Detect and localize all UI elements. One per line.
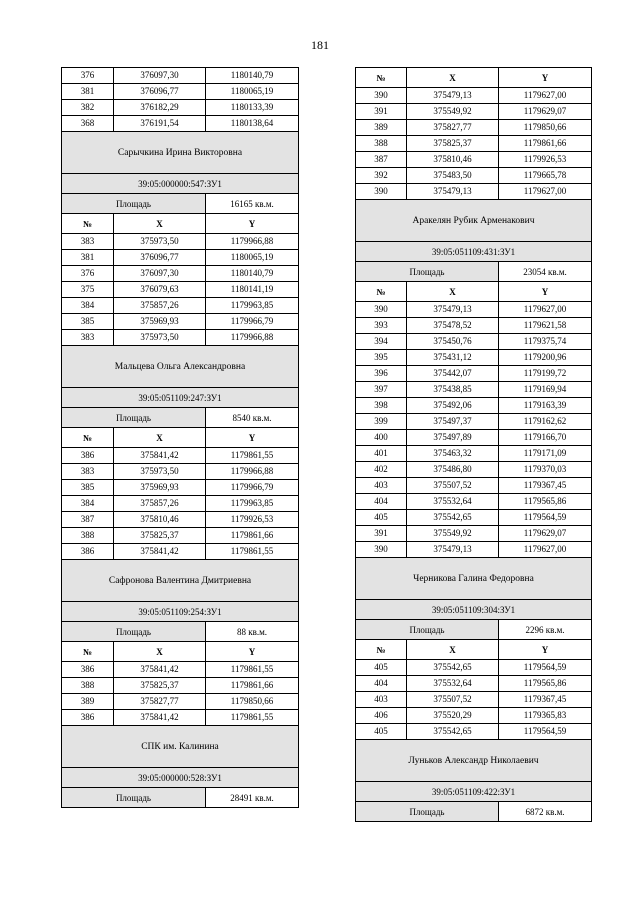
point-number-cell: 390 (356, 302, 407, 318)
header-y-cell: Y (206, 214, 299, 234)
y-coordinate-cell: 1179627,00 (499, 88, 592, 104)
cadastral-number-row (62, 768, 299, 788)
x-coordinate-cell: 375431,12 (407, 350, 499, 366)
coordinate-row (356, 430, 592, 446)
point-number-cell: 400 (356, 430, 407, 446)
coordinate-row (62, 84, 299, 100)
point-number-cell: 376 (62, 266, 114, 282)
x-coordinate-cell: 376079,63 (114, 282, 206, 298)
coordinate-row (356, 414, 592, 430)
point-number-cell: 390 (356, 542, 407, 558)
y-coordinate-cell: 1180141,19 (206, 282, 299, 298)
y-coordinate-cell: 1179367,45 (499, 478, 592, 494)
x-coordinate-cell: 375857,26 (114, 496, 206, 512)
y-coordinate-cell: 1179169,94 (499, 382, 592, 398)
coordinate-row (356, 692, 592, 708)
x-coordinate-cell: 375969,93 (114, 480, 206, 496)
y-coordinate-cell: 1179963,85 (206, 496, 299, 512)
owner-name-row (356, 558, 592, 600)
area-label: Площадь (62, 408, 206, 428)
y-coordinate-cell: 1179629,07 (499, 104, 592, 120)
area-row (356, 262, 592, 282)
y-coordinate-cell: 1179565,86 (499, 494, 592, 510)
y-coordinate-cell: 1180133,39 (206, 100, 299, 116)
coordinate-row (62, 528, 299, 544)
coordinate-row (356, 660, 592, 676)
area-row (62, 788, 299, 808)
cadastral-number-row (356, 600, 592, 620)
x-coordinate-cell: 375825,37 (114, 678, 206, 694)
coordinate-row (356, 446, 592, 462)
area-label: Площадь (356, 802, 499, 822)
cadastral-number-row (62, 174, 299, 194)
cadastral-number: 39:05:051109:422:ЗУ1 (356, 782, 592, 802)
coordinate-row (356, 88, 592, 104)
owner-name: Мальцева Ольга Александровна (62, 346, 299, 388)
coordinate-row (62, 448, 299, 464)
owner-name: Сарычкина Ирина Викторовна (62, 132, 299, 174)
header-y-cell: Y (499, 282, 592, 302)
coordinate-row (62, 662, 299, 678)
point-number-cell: 381 (62, 84, 114, 100)
header-number-cell: № (62, 428, 114, 448)
point-number-cell: 392 (356, 168, 407, 184)
y-coordinate-cell: 1179163,39 (499, 398, 592, 414)
point-number-cell: 405 (356, 724, 407, 740)
x-coordinate-cell: 375507,52 (407, 692, 499, 708)
point-number-cell: 375 (62, 282, 114, 298)
point-number-cell: 390 (356, 184, 407, 200)
x-coordinate-cell: 376191,54 (114, 116, 206, 132)
point-number-cell: 396 (356, 366, 407, 382)
y-coordinate-cell: 1179627,00 (499, 542, 592, 558)
x-coordinate-cell: 375483,50 (407, 168, 499, 184)
header-y-cell: Y (206, 642, 299, 662)
area-row (62, 194, 299, 214)
point-number-cell: 394 (356, 334, 407, 350)
y-coordinate-cell: 1179861,55 (206, 662, 299, 678)
area-row (62, 622, 299, 642)
y-coordinate-cell: 1179367,45 (499, 692, 592, 708)
point-number-cell: 388 (356, 136, 407, 152)
coordinate-row (356, 542, 592, 558)
point-number-cell: 376 (62, 68, 114, 84)
y-coordinate-cell: 1179564,59 (499, 724, 592, 740)
coordinate-row (356, 382, 592, 398)
y-coordinate-cell: 1180138,64 (206, 116, 299, 132)
y-coordinate-cell: 1179162,62 (499, 414, 592, 430)
page-number: 181 (311, 38, 329, 52)
point-number-cell: 388 (62, 678, 114, 694)
y-coordinate-cell: 1179199,72 (499, 366, 592, 382)
x-coordinate-cell: 376097,30 (114, 266, 206, 282)
y-coordinate-cell: 1179966,88 (206, 464, 299, 480)
header-y-cell: Y (499, 68, 592, 88)
area-row (356, 620, 592, 640)
y-coordinate-cell: 1179850,66 (499, 120, 592, 136)
point-number-cell: 388 (62, 528, 114, 544)
cadastral-number: 39:05:051109:304:ЗУ1 (356, 600, 592, 620)
point-number-cell: 381 (62, 250, 114, 266)
y-coordinate-cell: 1179861,55 (206, 544, 299, 560)
point-number-cell: 401 (356, 446, 407, 462)
coordinate-row (62, 480, 299, 496)
x-coordinate-cell: 376182,29 (114, 100, 206, 116)
x-coordinate-cell: 375520,29 (407, 708, 499, 724)
area-label: Площадь (62, 194, 206, 214)
point-number-cell: 386 (62, 544, 114, 560)
point-number-cell: 406 (356, 708, 407, 724)
cadastral-number-row (356, 782, 592, 802)
header-x-cell: X (114, 642, 206, 662)
owner-name-row (62, 132, 299, 174)
y-coordinate-cell: 1179966,88 (206, 234, 299, 250)
coordinate-row (62, 234, 299, 250)
y-coordinate-cell: 1179926,53 (499, 152, 592, 168)
table-header-row (356, 282, 592, 302)
x-coordinate-cell: 375857,26 (114, 298, 206, 314)
y-coordinate-cell: 1179963,85 (206, 298, 299, 314)
x-coordinate-cell: 375825,37 (407, 136, 499, 152)
y-coordinate-cell: 1179564,59 (499, 510, 592, 526)
coordinate-row (356, 510, 592, 526)
x-coordinate-cell: 375810,46 (407, 152, 499, 168)
x-coordinate-cell: 375479,13 (407, 184, 499, 200)
coordinates-table-right (355, 67, 592, 822)
x-coordinate-cell: 375442,07 (407, 366, 499, 382)
coordinate-row (356, 462, 592, 478)
y-coordinate-cell: 1179166,70 (499, 430, 592, 446)
y-coordinate-cell: 1179627,00 (499, 302, 592, 318)
y-coordinate-cell: 1180140,79 (206, 266, 299, 282)
coordinate-row (356, 334, 592, 350)
point-number-cell: 390 (356, 88, 407, 104)
point-number-cell: 368 (62, 116, 114, 132)
x-coordinate-cell: 375841,42 (114, 544, 206, 560)
x-coordinate-cell: 376097,30 (114, 68, 206, 84)
y-coordinate-cell: 1180065,19 (206, 84, 299, 100)
owner-name-row (62, 726, 299, 768)
coordinate-row (356, 168, 592, 184)
y-coordinate-cell: 1179621,58 (499, 318, 592, 334)
point-number-cell: 403 (356, 478, 407, 494)
header-number-cell: № (356, 68, 407, 88)
point-number-cell: 383 (62, 330, 114, 346)
x-coordinate-cell: 375825,37 (114, 528, 206, 544)
area-label: Площадь (62, 622, 206, 642)
point-number-cell: 405 (356, 660, 407, 676)
point-number-cell: 395 (356, 350, 407, 366)
area-value: 88 кв.м. (206, 622, 299, 642)
x-coordinate-cell: 376096,77 (114, 250, 206, 266)
y-coordinate-cell: 1179966,79 (206, 480, 299, 496)
cadastral-number: 39:05:000000:528:ЗУ1 (62, 768, 299, 788)
x-coordinate-cell: 375549,92 (407, 104, 499, 120)
point-number-cell: 386 (62, 710, 114, 726)
coordinate-row (356, 104, 592, 120)
x-coordinate-cell: 375479,13 (407, 88, 499, 104)
y-coordinate-cell: 1179861,55 (206, 448, 299, 464)
header-number-cell: № (356, 640, 407, 660)
header-x-cell: X (407, 282, 499, 302)
x-coordinate-cell: 375827,77 (114, 694, 206, 710)
coordinate-row (62, 298, 299, 314)
coordinate-row (356, 676, 592, 692)
x-coordinate-cell: 375507,52 (407, 478, 499, 494)
y-coordinate-cell: 1179564,59 (499, 660, 592, 676)
coordinate-row (62, 496, 299, 512)
y-coordinate-cell: 1179850,66 (206, 694, 299, 710)
point-number-cell: 398 (356, 398, 407, 414)
area-label: Площадь (62, 788, 206, 808)
coordinate-row (62, 330, 299, 346)
point-number-cell: 382 (62, 100, 114, 116)
x-coordinate-cell: 375841,42 (114, 662, 206, 678)
y-coordinate-cell: 1179665,78 (499, 168, 592, 184)
point-number-cell: 386 (62, 662, 114, 678)
coordinate-row (356, 184, 592, 200)
y-coordinate-cell: 1180140,79 (206, 68, 299, 84)
x-coordinate-cell: 375969,93 (114, 314, 206, 330)
coordinate-row (356, 494, 592, 510)
point-number-cell: 399 (356, 414, 407, 430)
coordinate-row (62, 100, 299, 116)
header-number-cell: № (62, 214, 114, 234)
coordinate-row (62, 314, 299, 330)
coordinates-table-left (61, 67, 299, 808)
x-coordinate-cell: 375478,52 (407, 318, 499, 334)
x-coordinate-cell: 375841,42 (114, 710, 206, 726)
coordinate-row (356, 724, 592, 740)
cadastral-number: 39:05:051109:254:ЗУ1 (62, 602, 299, 622)
point-number-cell: 385 (62, 314, 114, 330)
area-label: Площадь (356, 620, 499, 640)
x-coordinate-cell: 375973,50 (114, 234, 206, 250)
x-coordinate-cell: 375549,92 (407, 526, 499, 542)
header-x-cell: X (407, 640, 499, 660)
area-value: 23054 кв.м. (499, 262, 592, 282)
table-header-row (356, 68, 592, 88)
x-coordinate-cell: 375827,77 (407, 120, 499, 136)
coordinate-row (356, 708, 592, 724)
x-coordinate-cell: 375810,46 (114, 512, 206, 528)
x-coordinate-cell: 375973,50 (114, 464, 206, 480)
coordinate-row (356, 478, 592, 494)
x-coordinate-cell: 375532,64 (407, 494, 499, 510)
area-value: 16165 кв.м. (206, 194, 299, 214)
area-value: 2296 кв.м. (499, 620, 592, 640)
owner-name: Сафронова Валентина Дмитриевна (62, 560, 299, 602)
coordinate-row (62, 694, 299, 710)
x-coordinate-cell: 375497,89 (407, 430, 499, 446)
cadastral-number: 39:05:051109:431:ЗУ1 (356, 242, 592, 262)
cadastral-number-row (62, 388, 299, 408)
y-coordinate-cell: 1179370,03 (499, 462, 592, 478)
area-row (62, 408, 299, 428)
coordinate-row (356, 120, 592, 136)
y-coordinate-cell: 1179861,66 (206, 528, 299, 544)
x-coordinate-cell: 375973,50 (114, 330, 206, 346)
owner-name-row (356, 740, 592, 782)
point-number-cell: 384 (62, 298, 114, 314)
point-number-cell: 387 (356, 152, 407, 168)
y-coordinate-cell: 1179926,53 (206, 512, 299, 528)
x-coordinate-cell: 375438,85 (407, 382, 499, 398)
coordinate-row (356, 136, 592, 152)
point-number-cell: 383 (62, 234, 114, 250)
point-number-cell: 405 (356, 510, 407, 526)
y-coordinate-cell: 1179966,88 (206, 330, 299, 346)
header-x-cell: X (114, 214, 206, 234)
header-x-cell: X (114, 428, 206, 448)
coordinate-row (62, 68, 299, 84)
coordinate-row (356, 350, 592, 366)
y-coordinate-cell: 1179200,96 (499, 350, 592, 366)
cadastral-number-row (356, 242, 592, 262)
point-number-cell: 391 (356, 526, 407, 542)
x-coordinate-cell: 375841,42 (114, 448, 206, 464)
y-coordinate-cell: 1179861,66 (206, 678, 299, 694)
cadastral-number-row (62, 602, 299, 622)
y-coordinate-cell: 1180065,19 (206, 250, 299, 266)
area-label: Площадь (356, 262, 499, 282)
y-coordinate-cell: 1179565,86 (499, 676, 592, 692)
x-coordinate-cell: 375479,13 (407, 542, 499, 558)
point-number-cell: 404 (356, 494, 407, 510)
point-number-cell: 384 (62, 496, 114, 512)
area-value: 6872 кв.м. (499, 802, 592, 822)
header-number-cell: № (356, 282, 407, 302)
area-row (356, 802, 592, 822)
point-number-cell: 402 (356, 462, 407, 478)
owner-name-row (62, 560, 299, 602)
x-coordinate-cell: 375450,76 (407, 334, 499, 350)
coordinate-row (62, 282, 299, 298)
y-coordinate-cell: 1179861,55 (206, 710, 299, 726)
coordinate-row (356, 302, 592, 318)
coordinate-row (356, 398, 592, 414)
coordinate-row (356, 526, 592, 542)
header-y-cell: Y (499, 640, 592, 660)
x-coordinate-cell: 375492,06 (407, 398, 499, 414)
x-coordinate-cell: 375542,65 (407, 660, 499, 676)
coordinate-row (62, 544, 299, 560)
coordinate-row (356, 152, 592, 168)
table-header-row (62, 428, 299, 448)
y-coordinate-cell: 1179627,00 (499, 184, 592, 200)
coordinate-row (356, 318, 592, 334)
point-number-cell: 385 (62, 480, 114, 496)
point-number-cell: 397 (356, 382, 407, 398)
area-value: 8540 кв.м. (206, 408, 299, 428)
header-x-cell: X (407, 68, 499, 88)
y-coordinate-cell: 1179171,09 (499, 446, 592, 462)
cadastral-number: 39:05:051109:247:ЗУ1 (62, 388, 299, 408)
owner-name: СПК им. Калинина (62, 726, 299, 768)
coordinate-row (62, 116, 299, 132)
y-coordinate-cell: 1179629,07 (499, 526, 592, 542)
point-number-cell: 386 (62, 448, 114, 464)
header-number-cell: № (62, 642, 114, 662)
point-number-cell: 383 (62, 464, 114, 480)
coordinate-row (356, 366, 592, 382)
point-number-cell: 387 (62, 512, 114, 528)
point-number-cell: 389 (356, 120, 407, 136)
x-coordinate-cell: 376096,77 (114, 84, 206, 100)
y-coordinate-cell: 1179375,74 (499, 334, 592, 350)
x-coordinate-cell: 375497,37 (407, 414, 499, 430)
owner-name: Аракелян Рубик Арменакович (356, 200, 592, 242)
x-coordinate-cell: 375479,13 (407, 302, 499, 318)
owner-name-row (62, 346, 299, 388)
y-coordinate-cell: 1179861,66 (499, 136, 592, 152)
table-header-row (62, 214, 299, 234)
y-coordinate-cell: 1179966,79 (206, 314, 299, 330)
x-coordinate-cell: 375532,64 (407, 676, 499, 692)
x-coordinate-cell: 375542,65 (407, 724, 499, 740)
x-coordinate-cell: 375542,65 (407, 510, 499, 526)
owner-name: Черникова Галина Федоровна (356, 558, 592, 600)
point-number-cell: 404 (356, 676, 407, 692)
coordinate-row (62, 266, 299, 282)
point-number-cell: 403 (356, 692, 407, 708)
point-number-cell: 389 (62, 694, 114, 710)
y-coordinate-cell: 1179365,83 (499, 708, 592, 724)
x-coordinate-cell: 375486,80 (407, 462, 499, 478)
table-header-row (62, 642, 299, 662)
x-coordinate-cell: 375463,32 (407, 446, 499, 462)
header-y-cell: Y (206, 428, 299, 448)
table-header-row (356, 640, 592, 660)
area-value: 28491 кв.м. (206, 788, 299, 808)
coordinate-row (62, 512, 299, 528)
point-number-cell: 391 (356, 104, 407, 120)
coordinate-row (62, 678, 299, 694)
owner-name-row (356, 200, 592, 242)
coordinate-row (62, 710, 299, 726)
coordinate-row (62, 250, 299, 266)
owner-name: Луньков Александр Николаевич (356, 740, 592, 782)
coordinate-row (62, 464, 299, 480)
point-number-cell: 393 (356, 318, 407, 334)
cadastral-number: 39:05:000000:547:ЗУ1 (62, 174, 299, 194)
